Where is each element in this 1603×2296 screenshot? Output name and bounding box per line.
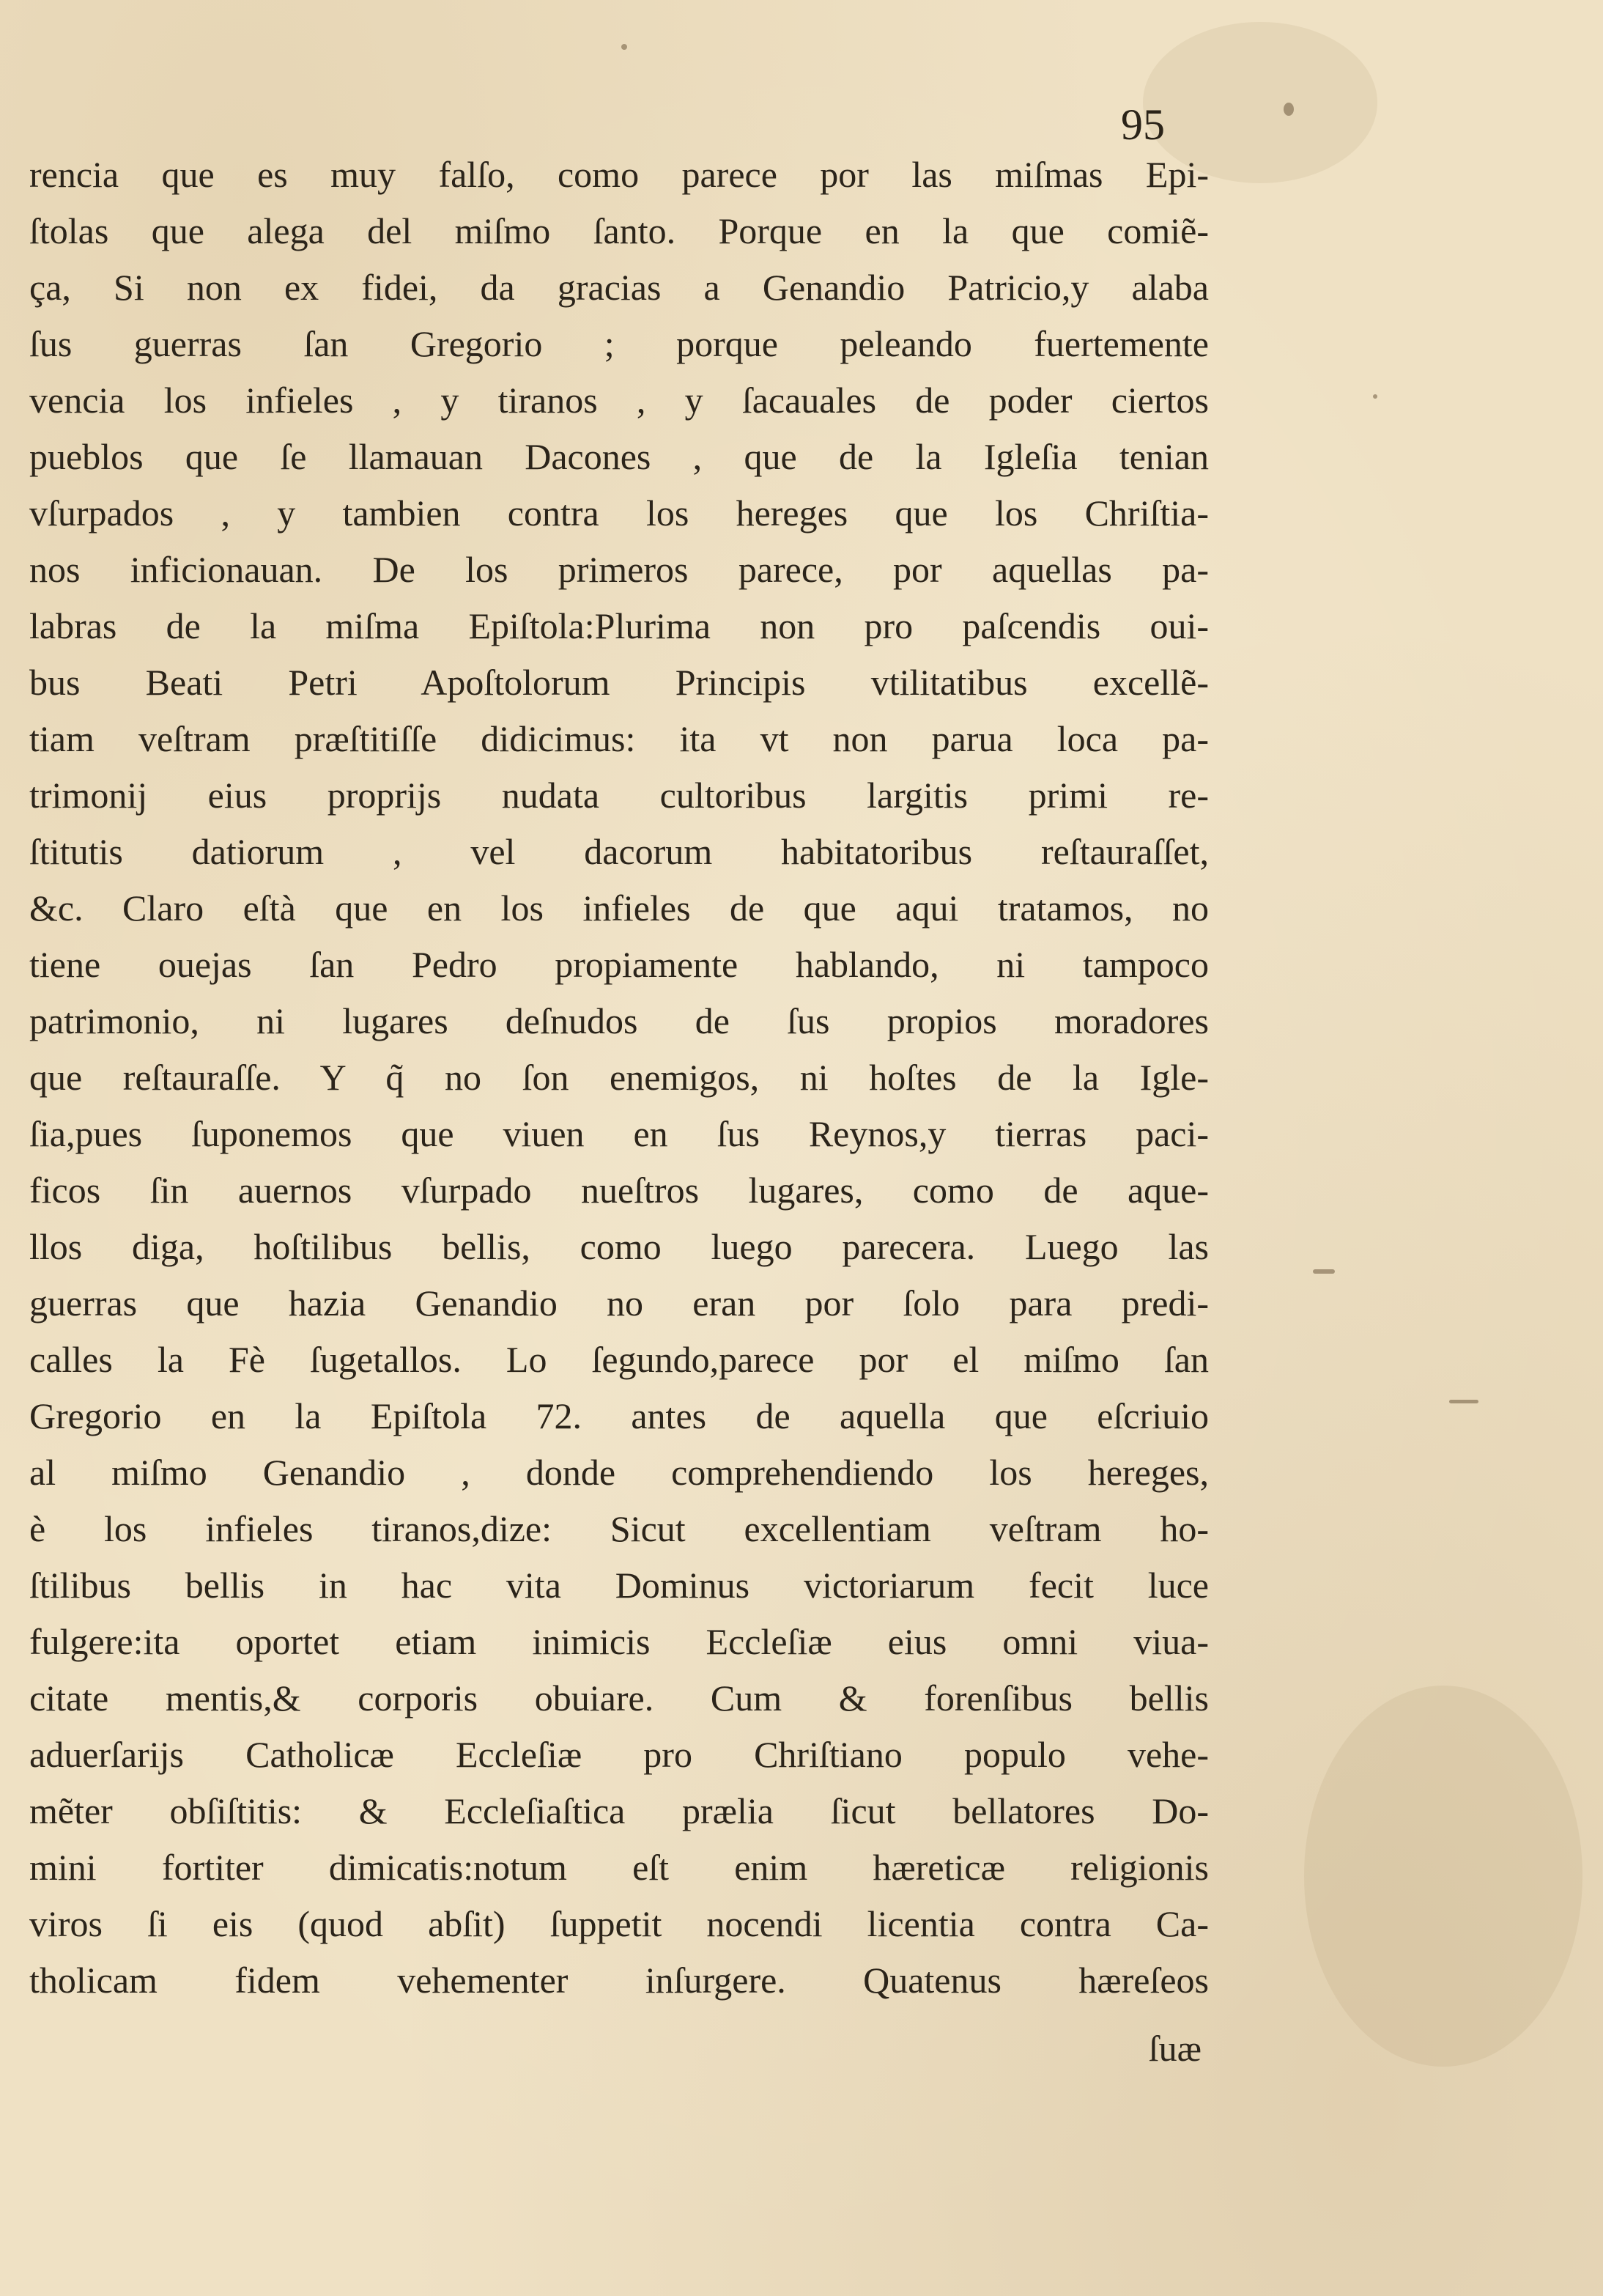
text-line: trimonij eius proprijs nudata cultoribus largitis primi re- xyxy=(29,775,1209,816)
text-line: è los infieles tiranos,dize: Sicut excellentiam veſtram ho- xyxy=(29,1508,1209,1549)
text-line: Gregorio en la Epiſtola 72. antes de aquella que eſcriuio xyxy=(29,1395,1209,1436)
text-line: ſtitutis datiorum , vel dacorum habitatoribus reſtauraſſet, xyxy=(29,831,1209,872)
text-line: fulgere:ita oportet etiam inimicis Eccleſiæ eius omni viua- xyxy=(29,1621,1209,1662)
text-line: pueblos que ſe llamauan Dacones , que de la Igleſia tenian xyxy=(29,436,1209,477)
text-line: rencia que es muy falſo, como parece por las miſmas Epi- xyxy=(29,154,1209,195)
paper-stain xyxy=(1304,1686,1582,2067)
ink-speck xyxy=(1449,1400,1478,1403)
text-line: vencia los infieles , y tiranos , y ſacauales de poder ciertos xyxy=(29,380,1209,421)
text-line: tiam veſtram præſtitiſſe didicimus: ita vt non parua loca pa- xyxy=(29,718,1209,759)
text-line: que reſtauraſſe. Y q̃ no ſon enemigos, ni hoſtes de la Igle- xyxy=(29,1057,1209,1098)
text-line: ſia,pues ſuponemos que viuen en ſus Reynos,y tierras paci- xyxy=(29,1113,1209,1154)
ink-speck xyxy=(1313,1269,1335,1274)
page-number: 95 xyxy=(1121,100,1165,149)
ink-speck xyxy=(1284,103,1294,116)
text-line: aduerſarijs Catholicæ Eccleſiæ pro Chriſtiano populo vehe- xyxy=(29,1734,1209,1775)
text-line: patrimonio, ni lugares deſnudos de ſus propios moradores xyxy=(29,1000,1209,1041)
text-line: guerras que hazia Genandio no eran por ſolo para predi- xyxy=(29,1282,1209,1324)
ink-speck xyxy=(621,44,627,50)
text-line: &c. Claro eſtà que en los infieles de que aqui tratamos, no xyxy=(29,887,1209,929)
text-line: ficos ſin auernos vſurpado nueſtros lugares, como de aque- xyxy=(29,1170,1209,1211)
body-text xyxy=(29,147,1209,2009)
text-line: mini fortiter dimicatis:notum eſt enim hæreticæ religionis xyxy=(29,1847,1209,1888)
text-line: tiene ouejas ſan Pedro propiamente hablando, ni tampoco xyxy=(29,944,1209,985)
text-line: mẽter obſiſtitis: & Eccleſiaſtica prælia ſicut bellatores Do- xyxy=(29,1790,1209,1831)
text-line: llos diga, hoſtilibus bellis, como luego parecera. Luego las xyxy=(29,1226,1209,1267)
text-line: ſtilibus bellis in hac vita Dominus victoriarum fecit luce xyxy=(29,1565,1209,1606)
ink-speck xyxy=(1373,394,1377,399)
text-line: labras de la miſma Epiſtola:Plurima non pro paſcendis oui- xyxy=(29,605,1209,646)
text-line: viros ſi eis (quod abſit) ſuppetit nocendi licentia contra Ca- xyxy=(29,1903,1209,1944)
text-line: citate mentis,& corporis obuiare. Cum & forenſibus bellis xyxy=(29,1677,1209,1719)
text-line: ſus guerras ſan Gregorio ; porque peleando fuertemente xyxy=(29,323,1209,364)
catchword: ſuæ xyxy=(1148,2028,1202,2069)
text-line: vſurpados , y tambien contra los hereges que los Chriſtia- xyxy=(29,492,1209,534)
text-line: al miſmo Genandio , donde comprehendiendo los hereges, xyxy=(29,1452,1209,1493)
text-line: ſtolas que alega del miſmo ſanto. Porque en la que comiẽ- xyxy=(29,210,1209,251)
text-line: ça, Si non ex fidei, da gracias a Genandio Patricio,y alaba xyxy=(29,267,1209,308)
text-line: tholicam fidem vehementer inſurgere. Quatenus hæreſeos xyxy=(29,1960,1209,2001)
text-line: bus Beati Petri Apoſtolorum Principis vtilitatibus excellẽ- xyxy=(29,662,1209,703)
text-line: calles la Fè ſugetallos. Lo ſegundo,parece por el miſmo ſan xyxy=(29,1339,1209,1380)
text-line: nos inficionauan. De los primeros parece, por aquellas pa- xyxy=(29,549,1209,590)
